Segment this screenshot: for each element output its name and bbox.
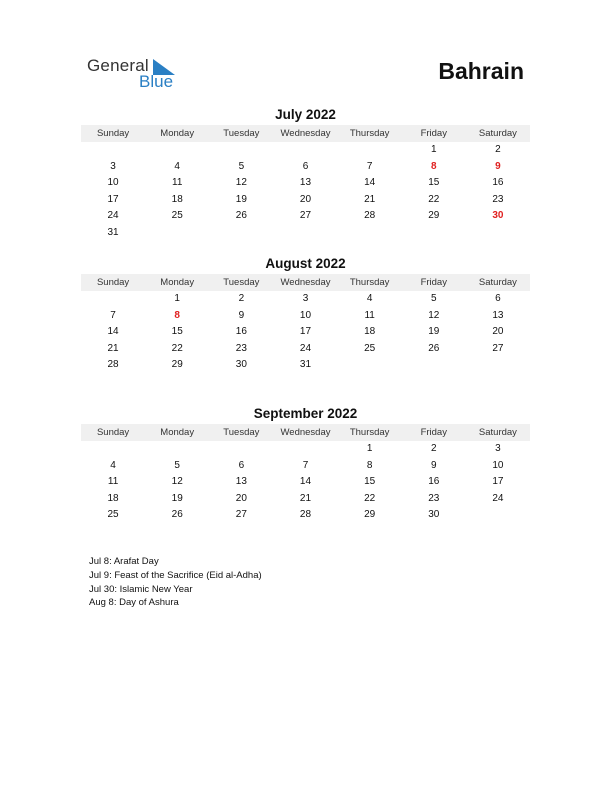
month-august	[81, 255, 530, 374]
day-cell: 5	[174, 459, 180, 471]
weekday-header: Wednesday	[273, 125, 337, 142]
day-cell: 27	[299, 210, 312, 221]
day-cell: 21	[364, 193, 376, 205]
weekday-header: Friday	[402, 125, 466, 142]
brand-logo	[87, 56, 187, 92]
weekday-header: Tuesday	[209, 274, 273, 291]
day-cell: 9	[430, 459, 437, 471]
empty-day-cell	[145, 441, 209, 458]
holiday-note: Jul 8: Arafat Day	[89, 556, 159, 567]
holiday-day-cell: 30	[492, 210, 504, 221]
day-cell: 24	[107, 210, 119, 221]
month-july	[81, 106, 530, 241]
day-cell: 29	[364, 509, 376, 520]
empty-day-cell	[209, 142, 273, 159]
holiday-day-cell: 8	[174, 309, 180, 321]
day-cell: 1	[430, 144, 437, 155]
day-cell: 26	[235, 210, 247, 221]
day-cell: 12	[171, 476, 183, 487]
day-cell: 16	[428, 476, 440, 487]
empty-day-cell	[209, 441, 273, 458]
day-cell: 19	[171, 492, 183, 504]
day-cell: 4	[366, 293, 373, 304]
brand-line1: General	[87, 56, 149, 75]
weekday-header: Monday	[145, 274, 209, 291]
weekday-header: Thursday	[338, 125, 402, 142]
day-cell: 1	[174, 293, 180, 304]
day-cell: 25	[107, 509, 119, 520]
day-cell: 18	[107, 492, 119, 504]
weekday-header: Tuesday	[209, 125, 273, 142]
holiday-notes	[89, 555, 262, 610]
day-cell: 16	[235, 326, 247, 337]
day-cell: 15	[428, 177, 440, 188]
day-cell: 20	[492, 326, 504, 337]
day-cell: 13	[235, 476, 247, 487]
day-cell: 1	[366, 443, 373, 454]
empty-day-cell	[81, 291, 145, 308]
day-cell: 12	[235, 177, 247, 188]
day-cell: 2	[495, 144, 501, 155]
day-cell: 28	[364, 210, 376, 221]
day-cell: 13	[492, 309, 504, 321]
day-cell: 7	[110, 309, 116, 321]
empty-day-cell	[81, 142, 145, 159]
day-cell: 15	[364, 476, 376, 487]
day-cell: 6	[238, 459, 245, 471]
empty-day-cell	[273, 142, 337, 159]
day-cell: 11	[364, 309, 375, 321]
day-cell: 16	[492, 177, 504, 188]
day-cell: 27	[492, 342, 504, 354]
holiday-day-cell: 9	[495, 160, 501, 172]
day-cell: 29	[171, 359, 183, 370]
day-cell: 17	[492, 476, 504, 487]
empty-day-cell	[273, 441, 337, 458]
day-cell: 22	[428, 193, 440, 205]
month-grid	[81, 274, 530, 374]
holiday-note: Jul 9: Feast of the Sacrifice (Eid al-Adha)	[89, 569, 262, 581]
month-grid	[81, 125, 530, 241]
weekday-header: Sunday	[81, 424, 145, 441]
weekday-header: Thursday	[338, 424, 402, 441]
day-cell: 31	[299, 359, 312, 370]
country-title: Bahrain	[438, 58, 524, 84]
day-cell: 10	[107, 177, 119, 188]
day-cell: 3	[302, 293, 309, 304]
day-cell: 20	[235, 492, 247, 504]
weekday-header: Saturday	[466, 274, 530, 291]
empty-day-cell	[81, 441, 145, 458]
day-cell: 5	[430, 293, 437, 304]
day-cell: 20	[299, 193, 312, 205]
weekday-header: Tuesday	[209, 424, 273, 441]
day-cell: 8	[366, 459, 373, 471]
day-cell: 23	[235, 342, 247, 354]
month-title: July 2022	[275, 107, 336, 122]
day-cell: 17	[107, 193, 119, 205]
day-cell: 2	[430, 443, 437, 454]
month-september	[81, 405, 530, 524]
day-cell: 27	[235, 509, 247, 520]
day-cell: 15	[171, 326, 183, 337]
weekday-header: Friday	[402, 274, 466, 291]
day-cell: 31	[107, 226, 119, 238]
day-cell: 21	[299, 492, 312, 504]
day-cell: 9	[238, 309, 245, 321]
empty-day-cell	[145, 142, 209, 159]
day-cell: 30	[235, 359, 247, 370]
day-cell: 7	[302, 459, 309, 471]
day-cell: 23	[428, 492, 440, 504]
day-cell: 14	[299, 476, 312, 487]
day-cell: 28	[107, 359, 119, 370]
weekday-header: Thursday	[338, 274, 402, 291]
holiday-note: Jul 30: Islamic New Year	[89, 583, 193, 595]
holiday-day-cell: 8	[430, 160, 437, 172]
month-title: August 2022	[265, 256, 346, 271]
day-cell: 12	[428, 309, 440, 321]
month-title: September 2022	[253, 406, 358, 421]
weekday-header: Monday	[145, 424, 209, 441]
day-cell: 2	[238, 293, 245, 304]
day-cell: 26	[171, 509, 183, 520]
day-cell: 24	[299, 342, 312, 354]
day-cell: 7	[366, 160, 373, 172]
day-cell: 11	[107, 476, 119, 487]
day-cell: 5	[238, 160, 245, 172]
weekday-header: Sunday	[81, 274, 145, 291]
weekday-header: Friday	[402, 424, 466, 441]
weekday-header: Saturday	[466, 125, 530, 142]
weekday-header: Saturday	[466, 424, 530, 441]
weekday-header: Monday	[145, 125, 209, 142]
day-cell: 6	[495, 293, 501, 304]
day-cell: 13	[299, 177, 312, 188]
day-cell: 4	[174, 160, 180, 172]
day-cell: 19	[235, 193, 247, 205]
day-cell: 18	[364, 326, 376, 337]
day-cell: 28	[299, 509, 312, 520]
day-cell: 18	[171, 193, 183, 205]
day-cell: 25	[171, 210, 183, 221]
day-cell: 14	[364, 177, 376, 188]
day-cell: 29	[428, 210, 440, 221]
empty-day-cell	[338, 142, 402, 159]
day-cell: 17	[299, 326, 312, 337]
day-cell: 19	[428, 326, 440, 337]
day-cell: 11	[172, 177, 183, 188]
weekday-header: Wednesday	[273, 274, 337, 291]
day-cell: 22	[364, 492, 376, 504]
day-cell: 6	[302, 160, 309, 172]
holiday-note: Aug 8: Day of Ashura	[89, 597, 179, 609]
day-cell: 10	[299, 309, 312, 321]
weekday-header: Wednesday	[273, 424, 337, 441]
day-cell: 3	[110, 160, 116, 172]
day-cell: 4	[110, 459, 116, 471]
day-cell: 30	[428, 509, 440, 520]
day-cell: 10	[492, 459, 504, 471]
day-cell: 14	[107, 326, 119, 337]
day-cell: 22	[171, 342, 183, 354]
weekday-header: Sunday	[81, 125, 145, 142]
day-cell: 3	[495, 443, 501, 454]
brand-line2: Blue	[139, 72, 174, 91]
day-cell: 25	[364, 342, 376, 354]
day-cell: 26	[428, 342, 440, 354]
month-grid	[81, 424, 530, 524]
day-cell: 23	[492, 193, 504, 205]
day-cell: 21	[107, 342, 119, 354]
day-cell: 24	[492, 492, 504, 504]
